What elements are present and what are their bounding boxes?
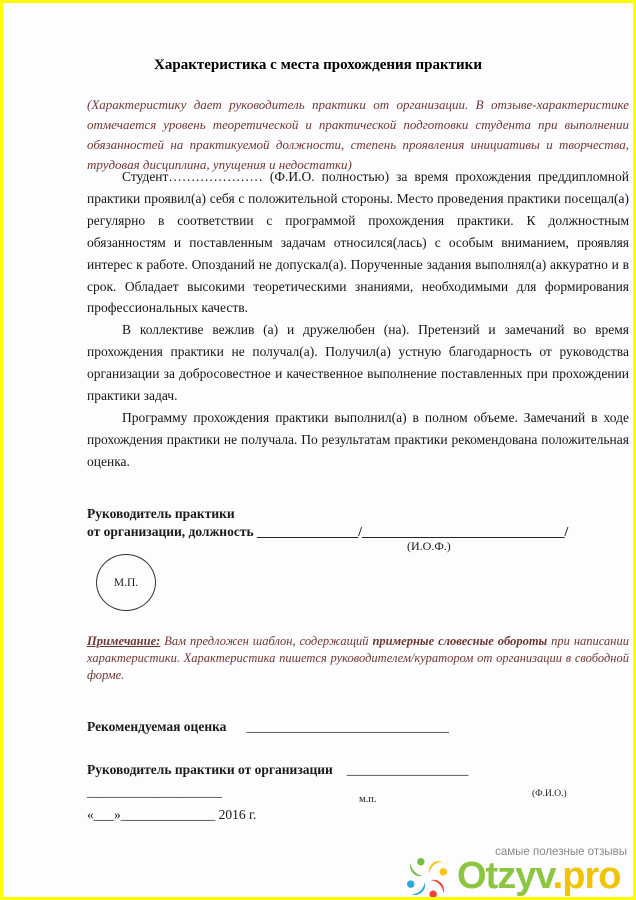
pinwheel-people-icon: [401, 856, 453, 900]
recommended-grade-blank-line: ______________________________: [246, 719, 449, 734]
body-paragraph-3: Программу прохождения практики выполнил(а) в полном объеме. Замечаний в ходе прохождения практики не получала. По результатам практики рекомендована положительная оценка.: [87, 409, 629, 469]
document-body: [87, 166, 629, 473]
watermark-logo: [401, 856, 620, 900]
initials-caption: (И.О.Ф.): [407, 539, 451, 553]
brand-name-yellow: .pro: [552, 855, 621, 897]
recommended-grade-label: Рекомендуемая оценка: [87, 719, 227, 734]
signature-blank-line-2: ____________________: [87, 784, 222, 799]
footnote-paragraph: [87, 633, 629, 684]
footnote-text-1: Вам предложен шаблон, содержащий: [160, 634, 373, 648]
footnote-bold-text: примерные словесные обороты: [372, 634, 548, 648]
brand-name-green: Otzyv: [457, 855, 553, 897]
brand-wordmark: [457, 856, 620, 896]
intro-note-paragraph: (Характеристику дает руководитель практики от организации. В отзыве-характеристике отмечается уровень теоретической и практической подготовки студента при выполнении обязанностей на практикуемой должности, степень проявления инициативы и творчества, трудовая дисциплина, упущения и недостатки): [87, 97, 629, 172]
body-paragraph-2: В коллективе вежлив (а) и дружелюбен (на). Претензий и замечаний во время прохождения практики не получал(а). Получил(а) устную благодарность от руководства организации за добросовестное и качественное выполнение поставленных при прохождении практики задач.: [87, 322, 629, 404]
supervisor-signature-2-row: [87, 762, 468, 778]
supervisor-signature-line-2: от организации, должность _______________/______________________________/: [87, 524, 569, 539]
watermark-tagline: самые полезные отзывы: [495, 846, 627, 858]
recommended-grade-row: [87, 719, 449, 735]
stamp-label: М.П.: [113, 576, 139, 589]
stamp-placeholder-circle: [96, 554, 156, 611]
stamp-small-label: м.п.: [359, 794, 377, 805]
footnote-label: Примечание:: [87, 634, 161, 648]
supervisor-signature-block: [87, 505, 629, 541]
document-title: Характеристика с места прохождения практики: [154, 57, 482, 73]
footnote-text-2: при написании характеристики. Характеристика пишется руководителем/куратором от организации в свободной форме.: [87, 634, 629, 682]
supervisor-signature-2-label: Руководитель практики от организации: [87, 762, 333, 777]
date-blank-line: «___»______________ 2016 г.: [87, 807, 257, 822]
body-paragraph-1: Студент………………… (Ф.И.О. полностью) за время прохождения преддипломной практики проявил(а) себя с положительной стороны. Место проведения практики посещал(а) регулярно в соответствии с программой прохождения практики. К должностным обязанностям и поставленным задачам относился(лась) с особым вниманием, проявляя интерес к работе. Опозданий не допускал(а). Порученные задания выполнял(а) аккуратно и в срок. Обладает высокими теоретическими знаниями, необходимыми для формирования профессиональных качеств.: [87, 169, 629, 316]
supervisor-signature-2-blank-line: __________________: [346, 762, 469, 777]
full-name-caption: (Ф.И.О.): [532, 789, 567, 799]
supervisor-signature-line-1: Руководитель практики: [87, 506, 235, 521]
